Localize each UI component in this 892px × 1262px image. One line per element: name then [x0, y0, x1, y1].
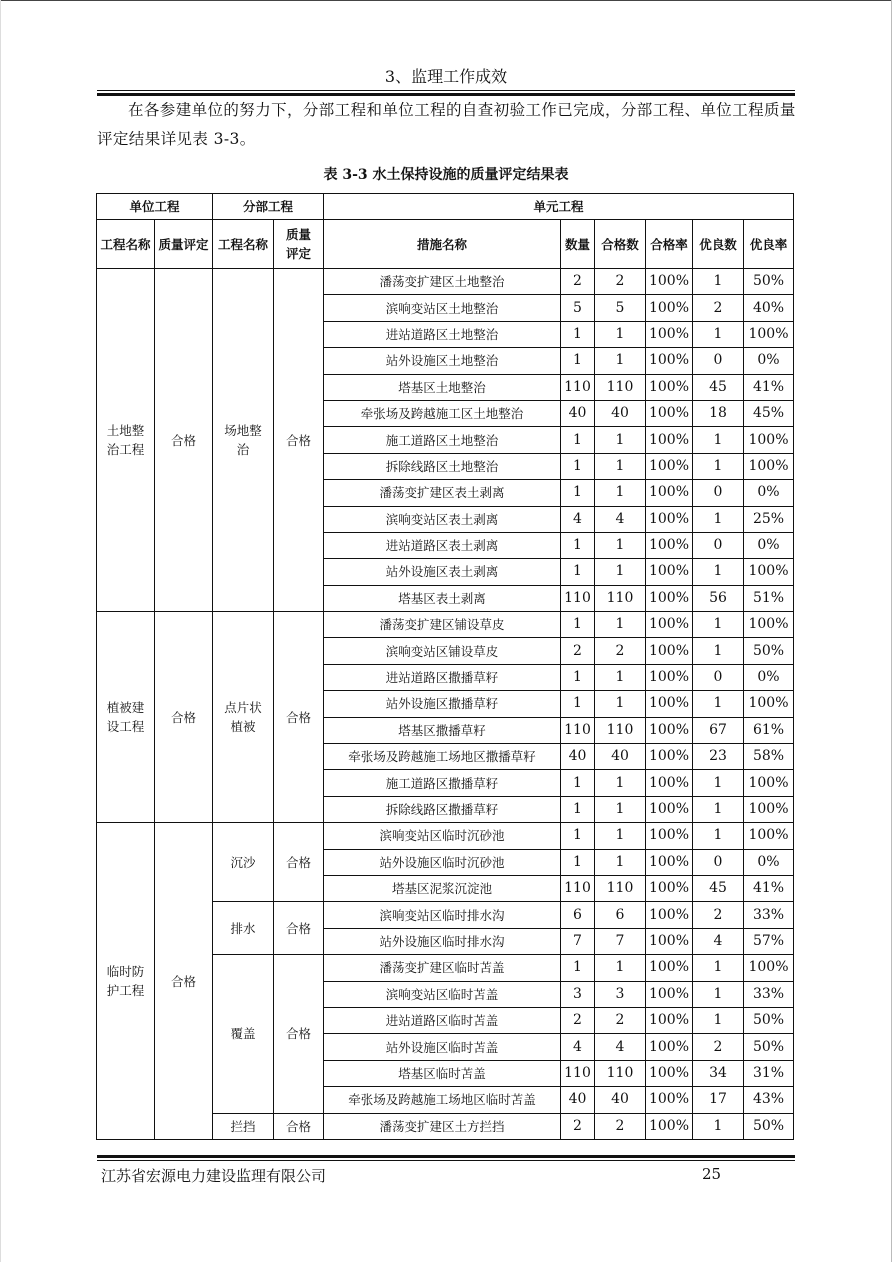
excellent-rate-cell: 40%: [744, 295, 794, 321]
pass-count-cell: 110: [595, 1060, 646, 1086]
pass-count-cell: 1: [595, 480, 646, 506]
excellent-rate-cell: 100%: [744, 612, 794, 638]
excellent-count-cell: 56: [693, 585, 744, 611]
excellent-count-cell: 2: [693, 902, 744, 928]
count-cell: 3: [561, 981, 595, 1007]
excellent-rate-cell: 33%: [744, 981, 794, 1007]
excellent-rate-cell: 50%: [744, 269, 794, 295]
excellent-rate-cell: 58%: [744, 744, 794, 770]
count-cell: 2: [561, 638, 595, 664]
excellent-rate-cell: 100%: [744, 559, 794, 585]
quality-assessment-table: [96, 193, 794, 1140]
pass-rate-cell: 100%: [646, 770, 693, 796]
excellent-rate-cell: 50%: [744, 1034, 794, 1060]
page-top-border: [0, 0, 892, 1]
excellent-count-cell: 1: [693, 321, 744, 347]
excellent-count-cell: 0: [693, 849, 744, 875]
count-cell: 4: [561, 1034, 595, 1060]
count-cell: 1: [561, 559, 595, 585]
pass-count-cell: 1: [595, 849, 646, 875]
pass-rate-cell: 100%: [646, 321, 693, 347]
excellent-rate-cell: 31%: [744, 1060, 794, 1086]
pass-count-cell: 1: [595, 823, 646, 849]
count-cell: 1: [561, 612, 595, 638]
footer-company: 江苏省宏源电力建设监理有限公司: [101, 1167, 327, 1185]
excellent-rate-cell: 100%: [744, 691, 794, 717]
sub-project-rating-cell: 合格: [274, 823, 324, 902]
measure-name-cell: 塔基区撒播草籽: [324, 717, 561, 743]
excellent-count-cell: 1: [693, 981, 744, 1007]
sub-project-name-cell: 排水: [213, 902, 274, 955]
sub-project-rating-cell: 合格: [274, 269, 324, 612]
count-cell: 7: [561, 928, 595, 954]
measure-name-cell: 潘荡变扩建区土地整治: [324, 269, 561, 295]
count-cell: 1: [561, 691, 595, 717]
group-header-row: [97, 194, 794, 220]
excellent-count-cell: 1: [693, 1113, 744, 1139]
excellent-count-cell: 34: [693, 1060, 744, 1086]
pass-count-cell: 110: [595, 585, 646, 611]
pass-count-cell: 4: [595, 1034, 646, 1060]
col-excellent-rate: 优良率: [744, 220, 794, 269]
col-sub-rating: 质量评定: [274, 220, 324, 269]
excellent-count-cell: 45: [693, 875, 744, 901]
excellent-rate-cell: 25%: [744, 506, 794, 532]
col-excellent-count: 优良数: [693, 220, 744, 269]
excellent-count-cell: 1: [693, 612, 744, 638]
col-count: 数量: [561, 220, 595, 269]
measure-name-cell: 潘荡变扩建区表土剥离: [324, 480, 561, 506]
pass-rate-cell: 100%: [646, 559, 693, 585]
sub-project-rating-cell: 合格: [274, 1113, 324, 1139]
pass-count-cell: 1: [595, 691, 646, 717]
pass-count-cell: 40: [595, 400, 646, 426]
pass-rate-cell: 100%: [646, 638, 693, 664]
pass-rate-cell: 100%: [646, 691, 693, 717]
count-cell: 110: [561, 585, 595, 611]
excellent-rate-cell: 100%: [744, 427, 794, 453]
measure-name-cell: 施工道路区撒播草籽: [324, 770, 561, 796]
measure-name-cell: 施工道路区土地整治: [324, 427, 561, 453]
pass-rate-cell: 100%: [646, 928, 693, 954]
unit-project-name-cell: 土地整治工程: [97, 269, 155, 612]
pass-rate-cell: 100%: [646, 400, 693, 426]
unit-project-header: 单位工程: [97, 194, 213, 220]
unit-project-rating-cell: 合格: [155, 612, 213, 823]
pass-rate-cell: 100%: [646, 1060, 693, 1086]
pass-rate-cell: 100%: [646, 981, 693, 1007]
excellent-count-cell: 1: [693, 691, 744, 717]
pass-count-cell: 110: [595, 875, 646, 901]
excellent-count-cell: 0: [693, 348, 744, 374]
excellent-rate-cell: 50%: [744, 1113, 794, 1139]
excellent-count-cell: 0: [693, 664, 744, 690]
pass-count-cell: 2: [595, 269, 646, 295]
measure-name-cell: 塔基区土地整治: [324, 374, 561, 400]
sub-project-name-cell: 覆盖: [213, 955, 274, 1113]
sub-project-rating-cell: 合格: [274, 955, 324, 1113]
excellent-count-cell: 2: [693, 295, 744, 321]
pass-rate-cell: 100%: [646, 849, 693, 875]
excellent-rate-cell: 100%: [744, 955, 794, 981]
sub-project-name-cell: 沉沙: [213, 823, 274, 902]
pass-count-cell: 40: [595, 744, 646, 770]
excellent-rate-cell: 0%: [744, 849, 794, 875]
count-cell: 40: [561, 1087, 595, 1113]
measure-name-cell: 塔基区泥浆沉淀池: [324, 875, 561, 901]
count-cell: 1: [561, 427, 595, 453]
pass-rate-cell: 100%: [646, 348, 693, 374]
measure-name-cell: 牵张场及跨越施工场地区撒播草籽: [324, 744, 561, 770]
pass-rate-cell: 100%: [646, 955, 693, 981]
measure-name-cell: 滨响变站区临时排水沟: [324, 902, 561, 928]
excellent-count-cell: 45: [693, 374, 744, 400]
measure-name-cell: 滨响变站区临时沉砂池: [324, 823, 561, 849]
pass-rate-cell: 100%: [646, 585, 693, 611]
measure-name-cell: 站外设施区表土剥离: [324, 559, 561, 585]
excellent-count-cell: 2: [693, 1034, 744, 1060]
excellent-rate-cell: 0%: [744, 532, 794, 558]
count-cell: 1: [561, 849, 595, 875]
col-pass-rate: 合格率: [646, 220, 693, 269]
excellent-count-cell: 1: [693, 1007, 744, 1033]
count-cell: 2: [561, 1113, 595, 1139]
pass-rate-cell: 100%: [646, 1087, 693, 1113]
excellent-count-cell: 1: [693, 453, 744, 479]
pass-count-cell: 1: [595, 453, 646, 479]
pass-count-cell: 1: [595, 427, 646, 453]
excellent-rate-cell: 41%: [744, 875, 794, 901]
excellent-rate-cell: 43%: [744, 1087, 794, 1113]
count-cell: 1: [561, 321, 595, 347]
count-cell: 1: [561, 955, 595, 981]
excellent-rate-cell: 100%: [744, 770, 794, 796]
excellent-count-cell: 0: [693, 532, 744, 558]
sub-project-rating-cell: 合格: [274, 902, 324, 955]
pass-rate-cell: 100%: [646, 269, 693, 295]
pass-rate-cell: 100%: [646, 612, 693, 638]
excellent-count-cell: 1: [693, 823, 744, 849]
footer-double-rule: [97, 1155, 795, 1161]
count-cell: 110: [561, 374, 595, 400]
count-cell: 1: [561, 770, 595, 796]
measure-name-cell: 滨响变站区表土剥离: [324, 506, 561, 532]
excellent-count-cell: 17: [693, 1087, 744, 1113]
pass-rate-cell: 100%: [646, 453, 693, 479]
measure-name-cell: 潘荡变扩建区临时苫盖: [324, 955, 561, 981]
excellent-rate-cell: 50%: [744, 1007, 794, 1033]
excellent-count-cell: 67: [693, 717, 744, 743]
count-cell: 1: [561, 796, 595, 822]
unit-project-name-cell: 临时防护工程: [97, 823, 155, 1140]
count-cell: 110: [561, 1060, 595, 1086]
pass-count-cell: 1: [595, 532, 646, 558]
excellent-rate-cell: 0%: [744, 348, 794, 374]
excellent-rate-cell: 45%: [744, 400, 794, 426]
pass-rate-cell: 100%: [646, 1007, 693, 1033]
measure-name-cell: 牵张场及跨越施工场地区临时苫盖: [324, 1087, 561, 1113]
count-cell: 1: [561, 480, 595, 506]
pass-count-cell: 2: [595, 1007, 646, 1033]
excellent-count-cell: 1: [693, 955, 744, 981]
footer-page-number: 25: [702, 1165, 722, 1183]
excellent-count-cell: 0: [693, 480, 744, 506]
excellent-rate-cell: 0%: [744, 664, 794, 690]
excellent-rate-cell: 51%: [744, 585, 794, 611]
pass-rate-cell: 100%: [646, 506, 693, 532]
count-cell: 2: [561, 269, 595, 295]
excellent-rate-cell: 57%: [744, 928, 794, 954]
pass-rate-cell: 100%: [646, 823, 693, 849]
excellent-rate-cell: 100%: [744, 796, 794, 822]
pass-count-cell: 1: [595, 612, 646, 638]
pass-count-cell: 40: [595, 1087, 646, 1113]
excellent-rate-cell: 50%: [744, 638, 794, 664]
measure-name-cell: 滨响变站区铺设草皮: [324, 638, 561, 664]
sub-project-rating-cell: 合格: [274, 612, 324, 823]
excellent-rate-cell: 33%: [744, 902, 794, 928]
count-cell: 1: [561, 532, 595, 558]
col-measure: 措施名称: [324, 220, 561, 269]
pass-count-cell: 1: [595, 664, 646, 690]
excellent-count-cell: 23: [693, 744, 744, 770]
pass-count-cell: 5: [595, 295, 646, 321]
pass-count-cell: 3: [595, 981, 646, 1007]
table-row: [97, 612, 794, 638]
element-project-header: 单元工程: [324, 194, 794, 220]
count-cell: 40: [561, 400, 595, 426]
pass-count-cell: 110: [595, 374, 646, 400]
count-cell: 40: [561, 744, 595, 770]
measure-name-cell: 潘荡变扩建区土方拦挡: [324, 1113, 561, 1139]
pass-rate-cell: 100%: [646, 374, 693, 400]
intro-paragraph: 在各参建单位的努力下，分部工程和单位工程的自查初验工作已完成，分部工程、单位工程质量评定结果详见表 3-3。: [97, 101, 796, 148]
pass-rate-cell: 100%: [646, 664, 693, 690]
measure-name-cell: 拆除线路区撒播草籽: [324, 796, 561, 822]
measure-name-cell: 潘荡变扩建区铺设草皮: [324, 612, 561, 638]
measure-name-cell: 进站道路区土地整治: [324, 321, 561, 347]
measure-name-cell: 进站道路区撒播草籽: [324, 664, 561, 690]
count-cell: 5: [561, 295, 595, 321]
unit-project-rating-cell: 合格: [155, 269, 213, 612]
measure-name-cell: 站外设施区撒播草籽: [324, 691, 561, 717]
measure-name-cell: 站外设施区临时沉砂池: [324, 849, 561, 875]
col-unit-name: 工程名称: [97, 220, 155, 269]
measure-name-cell: 拆除线路区土地整治: [324, 453, 561, 479]
count-cell: 1: [561, 348, 595, 374]
excellent-count-cell: 1: [693, 638, 744, 664]
pass-rate-cell: 100%: [646, 744, 693, 770]
excellent-count-cell: 1: [693, 506, 744, 532]
excellent-count-cell: 1: [693, 269, 744, 295]
excellent-count-cell: 18: [693, 400, 744, 426]
measure-name-cell: 站外设施区临时苫盖: [324, 1034, 561, 1060]
excellent-count-cell: 1: [693, 770, 744, 796]
pass-count-cell: 6: [595, 902, 646, 928]
excellent-count-cell: 1: [693, 796, 744, 822]
col-unit-rating: 质量评定: [155, 220, 213, 269]
unit-project-rating-cell: 合格: [155, 823, 213, 1140]
excellent-rate-cell: 100%: [744, 823, 794, 849]
count-cell: 1: [561, 664, 595, 690]
pass-rate-cell: 100%: [646, 480, 693, 506]
excellent-count-cell: 4: [693, 928, 744, 954]
pass-count-cell: 7: [595, 928, 646, 954]
pass-count-cell: 1: [595, 348, 646, 374]
pass-count-cell: 1: [595, 559, 646, 585]
pass-rate-cell: 100%: [646, 532, 693, 558]
pass-rate-cell: 100%: [646, 1034, 693, 1060]
table-row: [97, 269, 794, 295]
sub-project-name-cell: 场地整治: [213, 269, 274, 612]
pass-rate-cell: 100%: [646, 875, 693, 901]
table-body: [97, 269, 794, 1140]
count-cell: 2: [561, 1007, 595, 1033]
excellent-rate-cell: 41%: [744, 374, 794, 400]
count-cell: 110: [561, 717, 595, 743]
count-cell: 6: [561, 902, 595, 928]
pass-rate-cell: 100%: [646, 427, 693, 453]
measure-name-cell: 塔基区表土剥离: [324, 585, 561, 611]
excellent-rate-cell: 0%: [744, 480, 794, 506]
pass-count-cell: 1: [595, 955, 646, 981]
pass-rate-cell: 100%: [646, 796, 693, 822]
table-caption: 表 3-3 水土保持设施的质量评定结果表: [323, 167, 569, 183]
unit-project-name-cell: 植被建设工程: [97, 612, 155, 823]
pass-rate-cell: 100%: [646, 902, 693, 928]
pass-count-cell: 1: [595, 796, 646, 822]
measure-name-cell: 站外设施区临时排水沟: [324, 928, 561, 954]
pass-rate-cell: 100%: [646, 295, 693, 321]
measure-name-cell: 进站道路区表土剥离: [324, 532, 561, 558]
count-cell: 4: [561, 506, 595, 532]
sub-project-name-cell: 拦挡: [213, 1113, 274, 1139]
measure-name-cell: 站外设施区土地整治: [324, 348, 561, 374]
count-cell: 110: [561, 875, 595, 901]
measure-name-cell: 塔基区临时苫盖: [324, 1060, 561, 1086]
excellent-count-cell: 1: [693, 559, 744, 585]
pass-count-cell: 1: [595, 321, 646, 347]
sub-project-name-cell: 点片状植被: [213, 612, 274, 823]
page-left-border: [0, 0, 1, 1262]
column-header-row: [97, 220, 794, 269]
measure-name-cell: 滨响变站区土地整治: [324, 295, 561, 321]
measure-name-cell: 进站道路区临时苫盖: [324, 1007, 561, 1033]
pass-count-cell: 2: [595, 1113, 646, 1139]
count-cell: 1: [561, 453, 595, 479]
excellent-rate-cell: 100%: [744, 453, 794, 479]
pass-count-cell: 110: [595, 717, 646, 743]
pass-count-cell: 4: [595, 506, 646, 532]
excellent-rate-cell: 100%: [744, 321, 794, 347]
excellent-count-cell: 1: [693, 427, 744, 453]
col-sub-name: 工程名称: [213, 220, 274, 269]
col-pass-count: 合格数: [595, 220, 646, 269]
section-title: 3、监理工作成效: [384, 67, 508, 86]
excellent-rate-cell: 61%: [744, 717, 794, 743]
table-row: [97, 823, 794, 849]
measure-name-cell: 滨响变站区临时苫盖: [324, 981, 561, 1007]
count-cell: 1: [561, 823, 595, 849]
pass-count-cell: 2: [595, 638, 646, 664]
pass-count-cell: 1: [595, 770, 646, 796]
pass-rate-cell: 100%: [646, 717, 693, 743]
pass-rate-cell: 100%: [646, 1113, 693, 1139]
measure-name-cell: 牵张场及跨越施工区土地整治: [324, 400, 561, 426]
sub-project-header: 分部工程: [213, 194, 324, 220]
